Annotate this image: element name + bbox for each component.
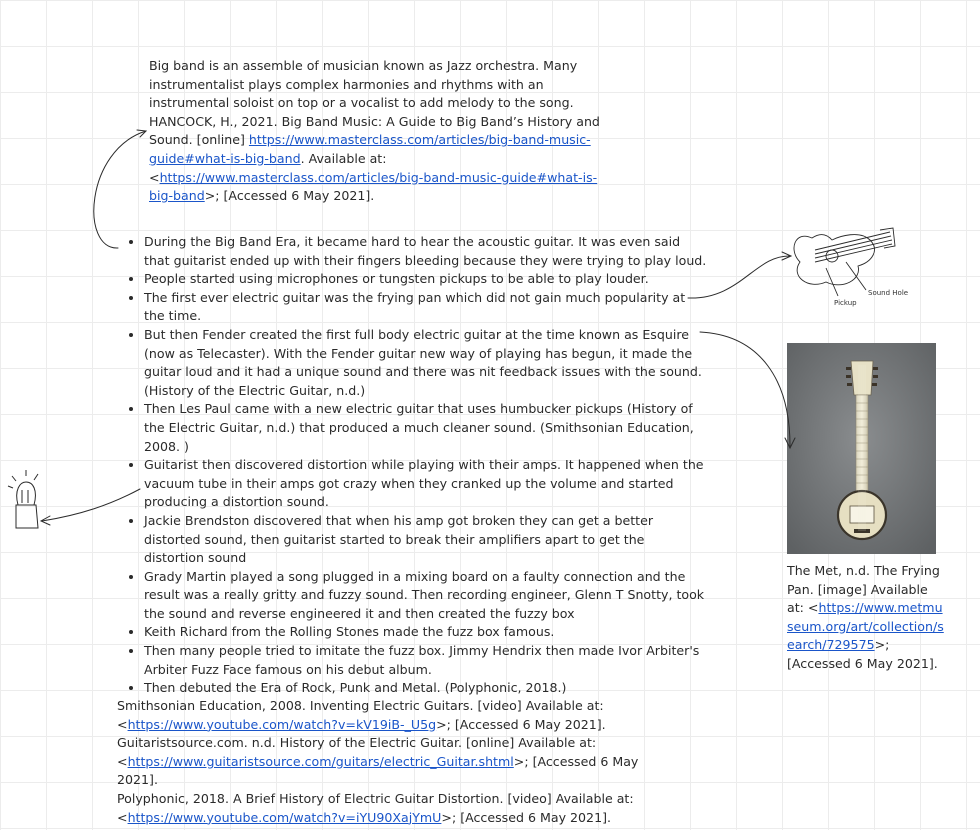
reference-link[interactable]: https://www.guitaristsource.com/guitars/electric_Guitar.shtml — [127, 753, 514, 769]
caption-link[interactable]: https://www.metmuseum.org/art/collection/search/729575 — [787, 600, 944, 653]
caption-text: >; [Accessed 6 May 2021]. — [787, 637, 938, 671]
list-item: • Grady Martin played a song plugged in a mixing board on a faulty connection and the result was a really gritty and fuzzy sound. Then recording engineer, Glenn T Snotty, took the sound and reverse engineered it and then created the fuzzy box — [144, 568, 707, 624]
frying-pan-guitar-image[interactable] — [787, 343, 936, 554]
list-item: • The first ever electric guitar was the frying pan which did not gain much popularity at the time. — [144, 289, 707, 326]
vacuum-tube-sketch — [8, 470, 38, 528]
arrow-to-photo — [700, 332, 790, 446]
arrow-head — [41, 516, 50, 525]
list-item: • Keith Richard from the Rolling Stones made the fuzz box famous. — [144, 623, 707, 642]
list-item: • Then debuted the Era of Rock, Punk and Metal. (Polyphonic, 2018.) — [144, 679, 707, 698]
sound-hole-label: Sound Hole — [868, 289, 909, 297]
arrow-head — [137, 130, 146, 137]
list-item: • But then Fender created the first full body electric guitar at the time known as Esquire (now as Telecaster). With the Fender guitar new way of playing has begun, it made the guitar loud and it had a unique sound and there was nit feedback issues with the sound. (History of the Electric Guitar, n.d.) — [144, 326, 707, 400]
reference-text: >; [Accessed 6 May 2021]. — [117, 753, 639, 788]
list-item: • Then many people tried to imitate the fuzz box. Jimmy Hendrix then made Ivor Arbiter's Arbiter Fuzz Face famous on his debut album. — [144, 642, 707, 679]
history-bullet-list — [117, 233, 707, 698]
arrow-head — [782, 252, 791, 260]
curved-arrow-to-intro — [94, 131, 146, 248]
intro-link-2[interactable]: https://www.masterclass.com/articles/big-band-music-guide#what-is-big-band — [149, 169, 598, 204]
guitar-sketch — [794, 228, 895, 296]
list-item: • People started using microphones or tungsten pickups to be able to play louder. — [144, 270, 707, 289]
bridge — [854, 529, 870, 533]
tube-sketch-glass — [17, 482, 36, 505]
intro-end: >; [Accessed 6 May 2021]. — [204, 188, 375, 204]
caption-text: The Met, n.d. The Frying Pan. [image] Available at: < — [787, 563, 940, 616]
intro-link[interactable]: https://www.masterclass.com/articles/big-band-music-guide#what-is-big-band — [149, 132, 591, 166]
intro-paragraph — [149, 57, 609, 206]
reference-guitaristsource — [117, 734, 677, 790]
reference-link[interactable]: https://www.youtube.com/watch?v=iYU90XajYmU — [127, 809, 442, 825]
reference-text: >; [Accessed 6 May 2021]. — [441, 809, 611, 825]
tube-sketch-base — [16, 505, 38, 528]
pickup-label: Pickup — [834, 299, 857, 307]
reference-text: Smithsonian Education, 2008. Inventing Electric Guitars. [video] Available at: < — [117, 698, 604, 732]
reference-smithsonian — [117, 697, 677, 734]
image-caption — [787, 562, 947, 674]
reference-link[interactable]: https://www.youtube.com/watch?v=kV19iB-_U5g — [127, 716, 437, 732]
list-item: • Guitarist then discovered distortion while playing with their amps. It happened when the vacuum tube in their amps got crazy when they cranked up the volume and started producing a distortion sound. — [144, 456, 707, 512]
sound-hole-sketch — [826, 250, 838, 262]
list-item: • During the Big Band Era, it became hard to hear the acoustic guitar. It was even said that guitarist ended up with their fingers bleeding because they were trying to play loud. — [144, 233, 707, 270]
pickup-plate — [850, 506, 874, 523]
reference-text: Polyphonic, 2018. A Brief History of Electric Guitar Distortion. [video] Available at: < — [117, 790, 634, 825]
references-block — [117, 697, 677, 827]
list-item: • Jackie Brendston discovered that when his amp got broken they can get a better distorted sound, then guitarist started to break their amplifiers apart to get the distortion sound — [144, 512, 707, 568]
reference-polyphonic — [117, 790, 677, 827]
reference-text: >; [Accessed 6 May 2021]. — [436, 716, 606, 732]
intro-after-link: . Available at: < — [149, 150, 387, 185]
headstock — [851, 361, 873, 395]
list-item: • Then Les Paul came with a new electric guitar that uses humbucker pickups (History of the Electric Guitar, n.d.) that produced a much cleaner sound. (Smithsonian Education, 2008. ) — [144, 400, 707, 456]
reference-text: Guitaristsource.com. n.d. History of the Electric Guitar. [online] Available at: < — [117, 735, 597, 769]
intro-text: Big band is an assemble of musician known as Jazz orchestra. Many instrumentalist plays complex harmonies and rhythms with an instrumental soloist on top or a vocalist to add melody to the song. HANCOCK, H., 2021. Big Band Music: A Guide to Big Band’s History and Sound. [online] — [149, 58, 600, 148]
guitar-sketch-body — [794, 235, 874, 285]
